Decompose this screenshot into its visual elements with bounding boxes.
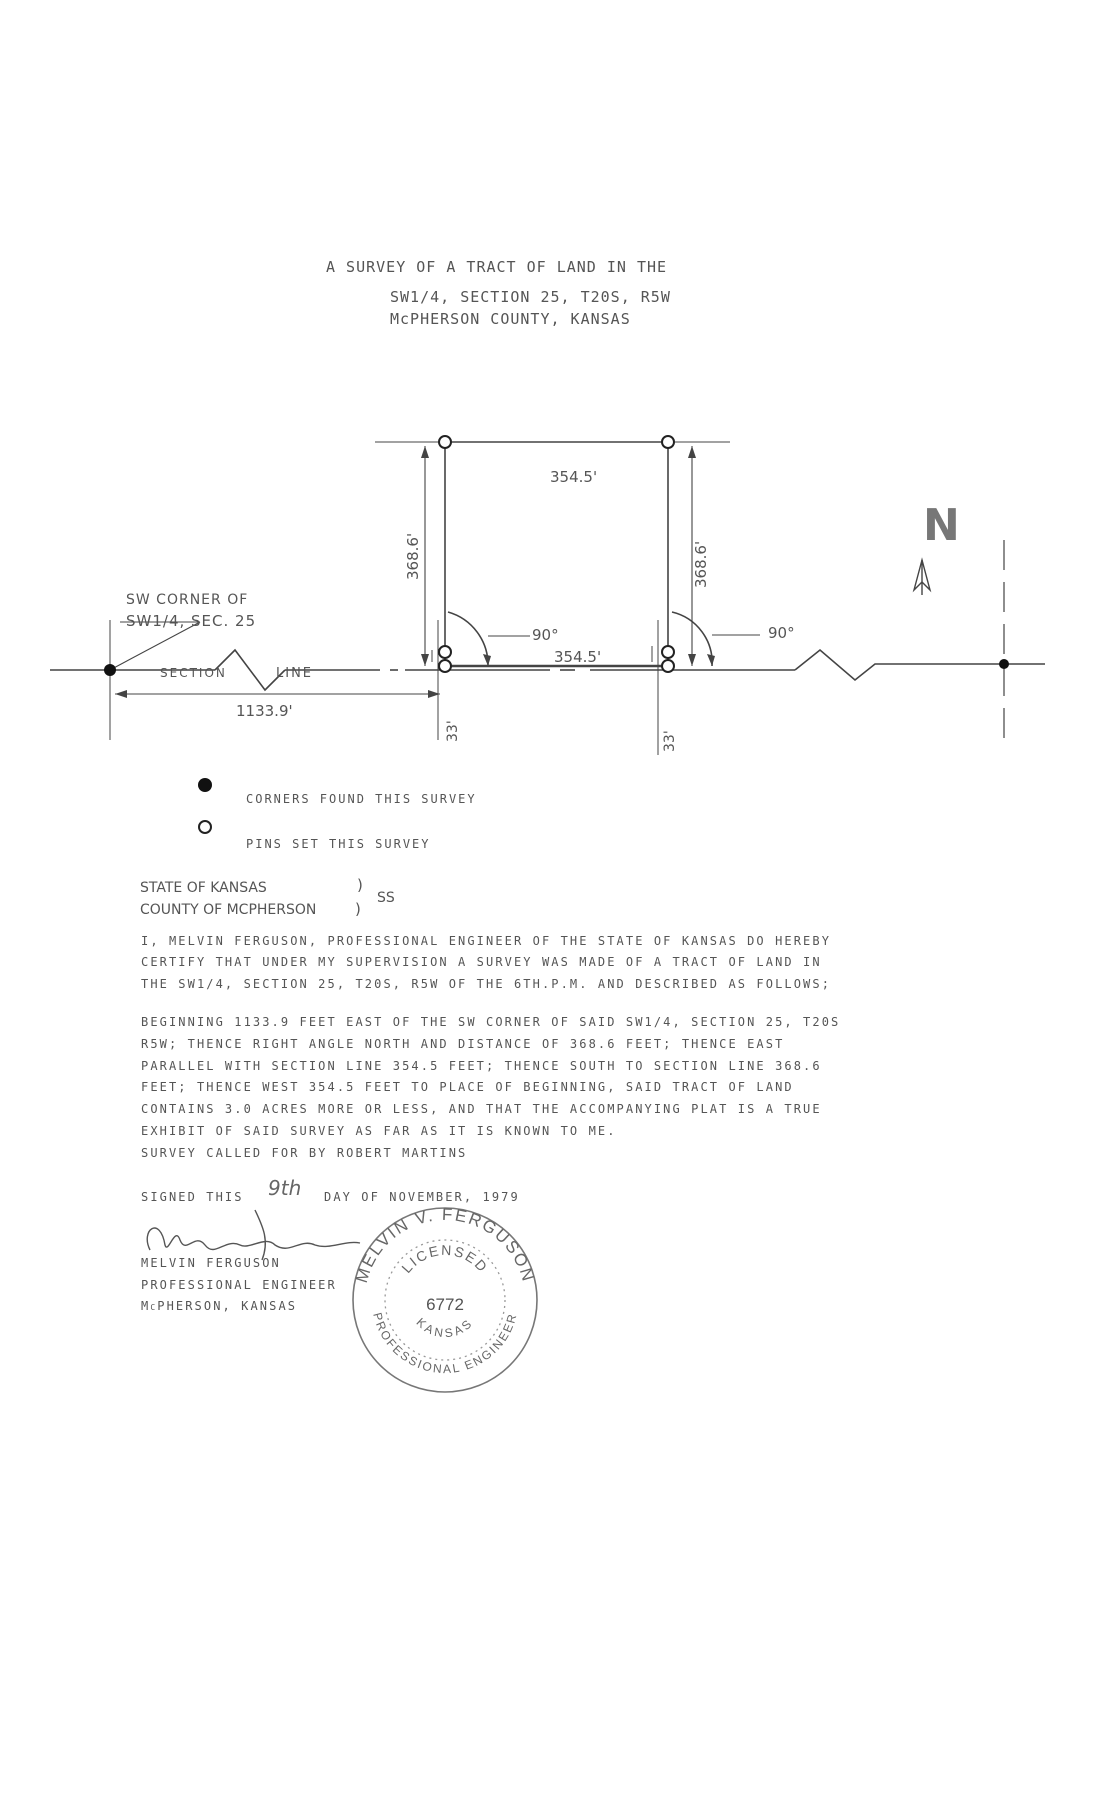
cert-p2-line-7: SURVEY CALLED FOR BY ROBERT MARTINS: [141, 1146, 468, 1160]
signer-place: McPHERSON, KANSAS: [141, 1299, 298, 1313]
title-line-3: McPHERSON COUNTY, KANSAS: [390, 310, 631, 328]
venue-county: COUNTY OF MCPHERSON: [140, 902, 317, 918]
angle-left: 90°: [532, 626, 559, 644]
signed-day: 9th: [268, 1176, 302, 1200]
corner-found-sw: [104, 664, 116, 676]
pin-sw: [439, 660, 451, 672]
north-label: N: [923, 500, 960, 551]
engineer-seal: [352, 1205, 538, 1392]
section-word: SECTION: [160, 666, 227, 680]
distance-label: 1133.9': [236, 702, 293, 720]
signed-this: SIGNED THIS: [141, 1190, 244, 1204]
cert-p1-line-2: CERTIFY THAT UNDER MY SUPERVISION A SURVEY WAS MADE OF A TRACT OF LAND IN: [141, 955, 822, 969]
legend-found-icon: [198, 778, 212, 792]
signed-rest: DAY OF NOVEMBER, 1979: [324, 1190, 520, 1204]
signer-name: MELVIN FERGUSON: [141, 1256, 281, 1270]
corner-label-1: SW CORNER OF: [126, 592, 249, 608]
cert-p2-line-2: R5W; THENCE RIGHT ANGLE NORTH AND DISTANCE OF 368.6 FEET; THENCE EAST: [141, 1037, 785, 1051]
seal-number: 6772: [426, 1295, 464, 1314]
seal-licensed: LICENSED: [398, 1241, 492, 1276]
title-line-2: SW1/4, SECTION 25, T20S, R5W: [390, 288, 671, 306]
pin-ne: [662, 436, 674, 448]
legend-set-label: PINS SET THIS SURVEY: [246, 837, 431, 851]
legend-found-label: CORNERS FOUND THIS SURVEY: [246, 792, 477, 806]
pin-se: [662, 660, 674, 672]
signature-scribble: [147, 1210, 360, 1260]
angle-right: 90°: [768, 624, 795, 642]
seal-name: MELVIN V. FERGUSON: [351, 1204, 539, 1286]
cert-p2-line-4: FEET; THENCE WEST 354.5 FEET TO PLACE OF BEGINNING, SAID TRACT OF LAND: [141, 1080, 794, 1094]
corner-label-2: SW1/4, SEC. 25: [126, 612, 257, 630]
svg-text:KANSAS: [414, 1315, 477, 1340]
svg-text:LICENSED: [398, 1242, 491, 1276]
venue-brace-2: ): [355, 900, 361, 918]
venue-state: STATE OF KANSAS: [140, 880, 267, 896]
seal-state: KANSAS: [413, 1315, 477, 1341]
venue-brace-1: ): [357, 876, 363, 894]
north-arrow-icon: [914, 560, 930, 595]
pin-se-upper: [662, 646, 674, 658]
cert-p2-line-3: PARALLEL WITH SECTION LINE 354.5 FEET; THENCE SOUTH TO SECTION LINE 368.6: [141, 1059, 822, 1073]
cert-p1-line-1: I, MELVIN FERGUSON, PROFESSIONAL ENGINEER OF THE STATE OF KANSAS DO HEREBY: [141, 934, 832, 948]
title-line-1: A SURVEY OF A TRACT OF LAND IN THE: [326, 258, 668, 276]
venue-ss: SS: [377, 890, 395, 906]
offset-left: 33': [445, 720, 461, 742]
signer-role: PROFESSIONAL ENGINEER: [141, 1278, 337, 1292]
pin-nw: [439, 436, 451, 448]
corner-found-se: [999, 659, 1009, 669]
cert-p2-line-1: BEGINNING 1133.9 FEET EAST OF THE SW CORNER OF SAID SW1/4, SECTION 25, T20S: [141, 1015, 841, 1029]
line-word: LINE: [276, 666, 314, 681]
left-height-dimension: 368.6': [404, 532, 422, 580]
pin-sw-upper: [439, 646, 451, 658]
cert-p1-line-3: THE SW1/4, SECTION 25, T20S, R5W OF THE 6TH.P.M. AND DESCRIBED AS FOLLOWS;: [141, 977, 832, 991]
top-dimension: 354.5': [550, 468, 598, 486]
cert-p2-line-6: EXHIBIT OF SAID SURVEY AS FAR AS IT IS KNOWN TO ME.: [141, 1124, 617, 1138]
cert-p2-line-5: CONTAINS 3.0 ACRES MORE OR LESS, AND THAT THE ACCOMPANYING PLAT IS A TRUE: [141, 1102, 822, 1116]
legend-set-icon: [199, 821, 211, 833]
svg-text:PROFESSIONAL ENGINEER: [370, 1311, 520, 1376]
bottom-dimension: 354.5': [554, 648, 602, 666]
offset-right: 33': [662, 730, 678, 752]
right-height-dimension: 368.6': [692, 540, 710, 588]
seal-title: PROFESSIONAL ENGINEER: [370, 1310, 520, 1377]
